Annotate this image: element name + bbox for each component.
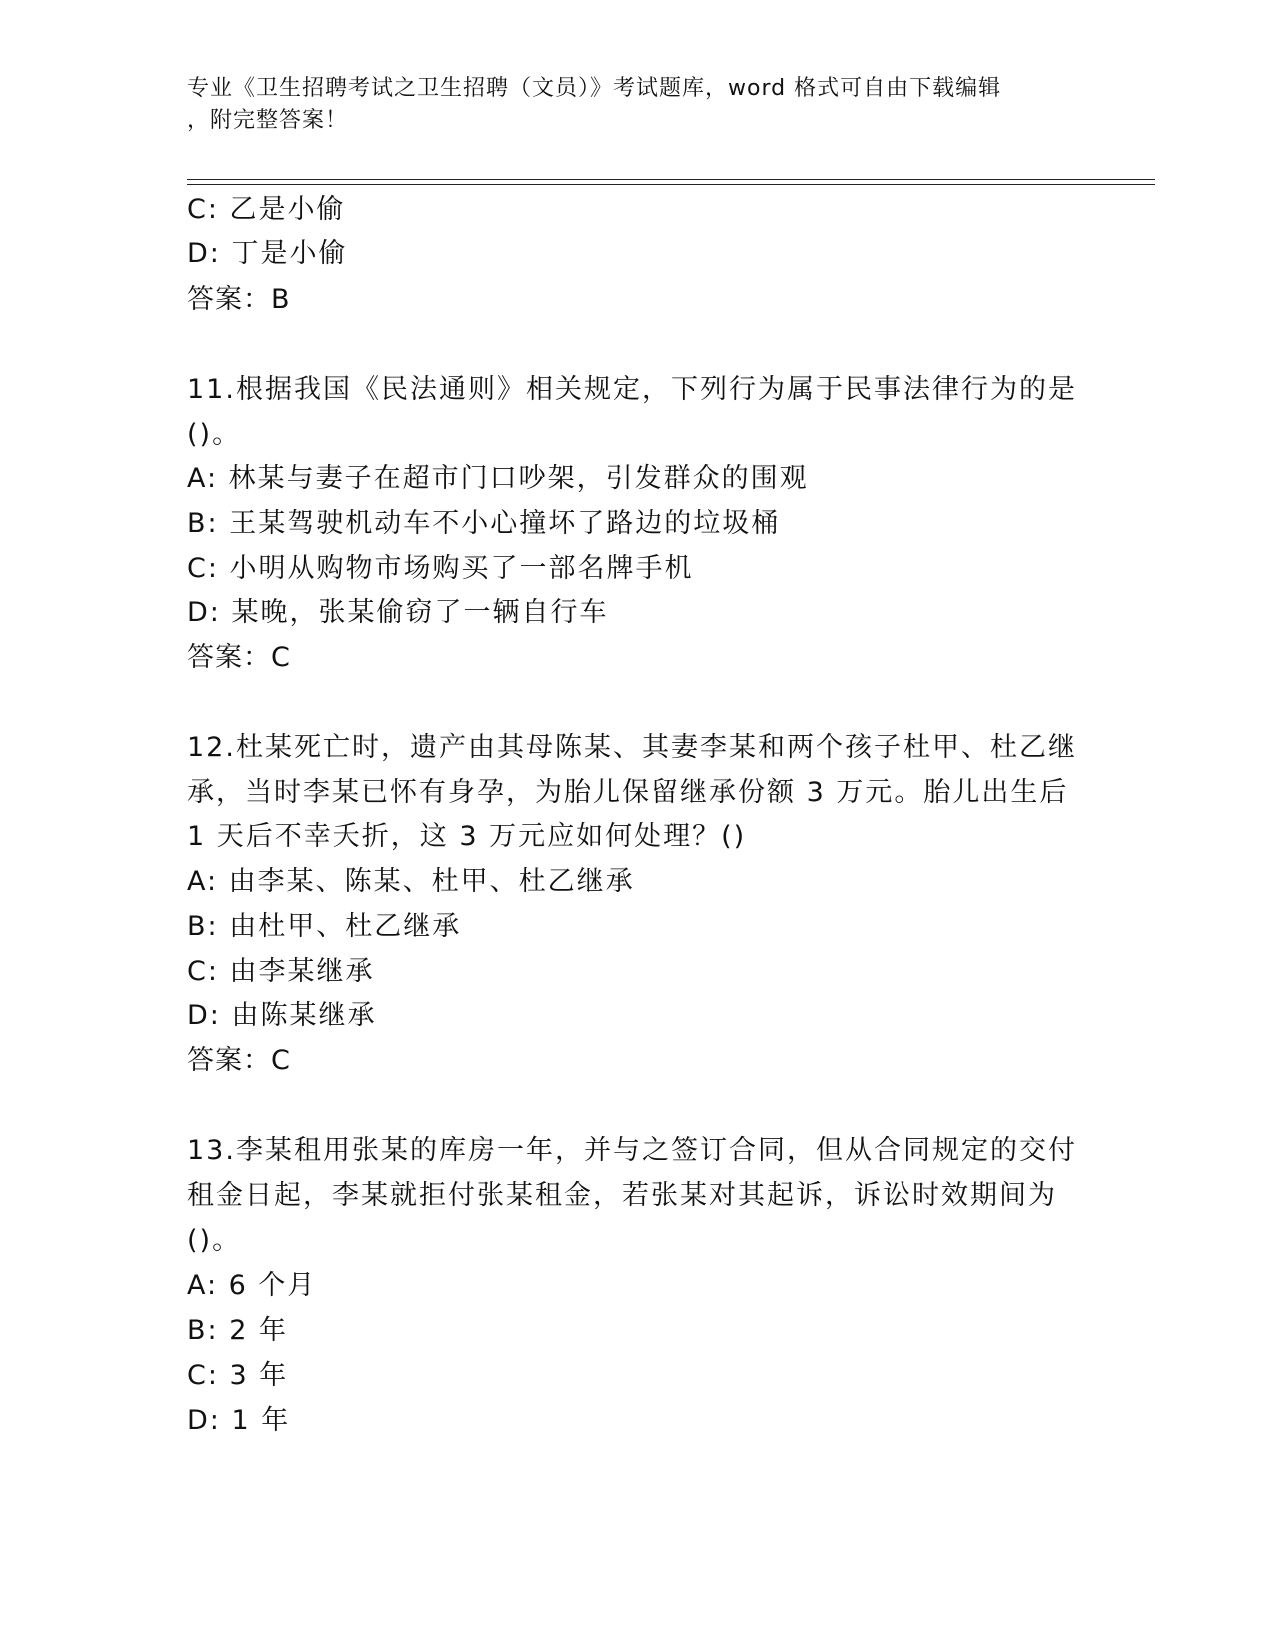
q12-option-a: A: 由李某、陈某、杜甲、杜乙继承 [187,866,635,897]
q11-stem-line-2: ()。 [187,419,242,450]
q13-option-d: D: 1 年 [187,1405,291,1436]
q13-option-c: C: 3 年 [187,1360,289,1391]
q12-stem-line-1: 12.杜某死亡时，遗产由其母陈某、其妻李某和两个孩子杜甲、杜乙继 [187,732,1077,763]
header-rule-top [187,179,1155,180]
q12-option-d: D: 由陈某继承 [187,1000,377,1031]
document-header [187,73,1067,137]
header-line-1: 专业《卫生招聘考试之卫生招聘（文员）》考试题库，word 格式可自由下载编辑 [187,76,1002,101]
q13-stem-line-1: 13.李某租用张某的库房一年，并与之签订合同，但从合同规定的交付 [187,1135,1077,1166]
q11-option-d: D: 某晚，张某偷窃了一辆自行车 [187,597,609,628]
q12-stem-line-2: 承，当时李某已怀有身孕，为胎儿保留继承份额 3 万元。胎儿出生后 [187,777,1069,808]
q13-option-b: B: 2 年 [187,1315,288,1346]
q12-stem-line-3: 1 天后不幸夭折，这 3 万元应如何处理？() [187,821,747,852]
q10-answer: 答案：B [187,284,291,315]
q11-option-a: A: 林某与妻子在超市门口吵架，引发群众的围观 [187,463,809,494]
header-line-2: ，附完整答案！ [187,108,349,133]
q13-option-a: A: 6 个月 [187,1270,317,1301]
q11-answer: 答案：C [187,642,291,673]
q12-answer: 答案：C [187,1045,291,1076]
q10-option-d: D: 丁是小偷 [187,238,348,269]
q11-stem-line-1: 11.根据我国《民法通则》相关规定，下列行为属于民事法律行为的是 [187,374,1077,405]
q12-option-b: B: 由杜甲、杜乙继承 [187,911,462,942]
q13-stem-line-3: ()。 [187,1225,242,1256]
q12-option-c: C: 由李某继承 [187,956,375,987]
header-rule-bottom [187,184,1155,185]
q10-option-c: C: 乙是小偷 [187,194,346,225]
q13-stem-line-2: 租金日起，李某就拒付张某租金，若张某对其起诉，诉讼时效期间为 [187,1180,1057,1211]
q11-option-b: B: 王某驾驶机动车不小心撞坏了路边的垃圾桶 [187,508,781,539]
q11-option-c: C: 小明从购物市场购买了一部名牌手机 [187,553,694,584]
